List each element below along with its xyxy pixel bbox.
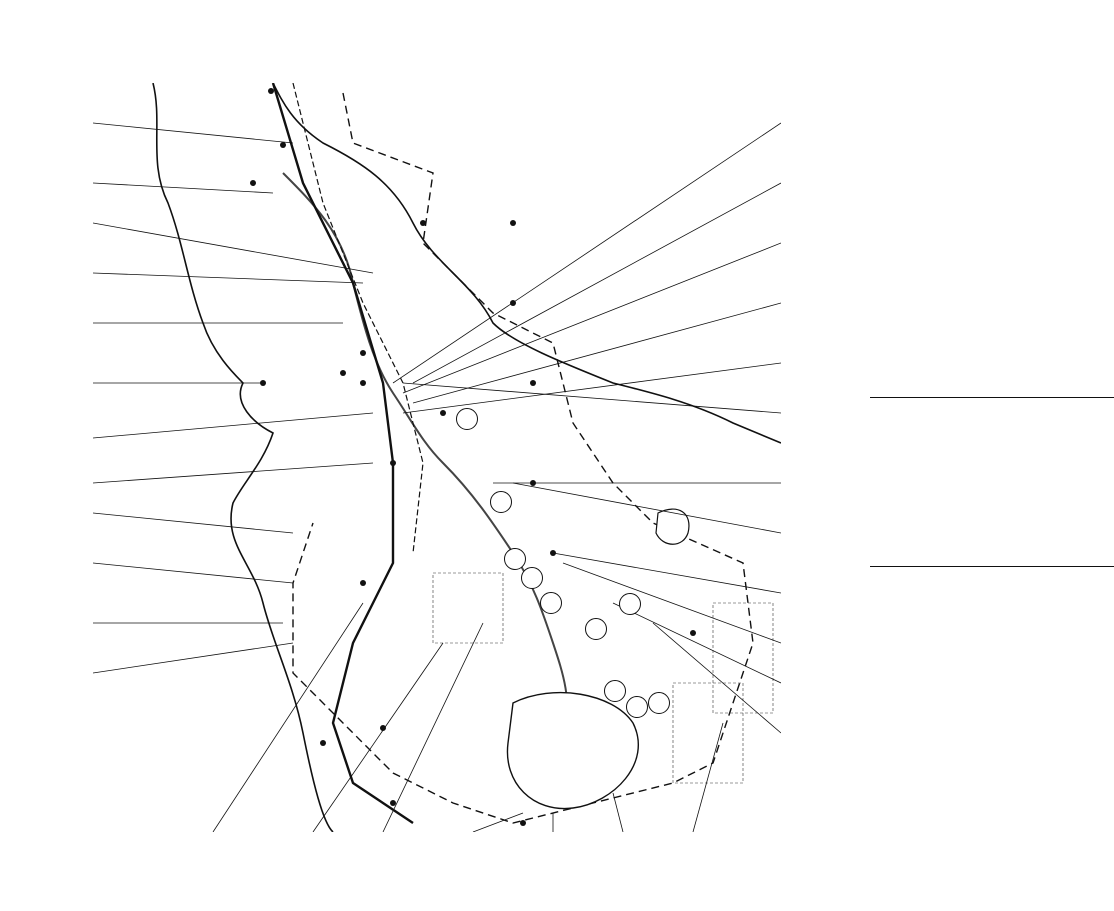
main-highway [273, 83, 413, 823]
hydro-marker [521, 567, 543, 589]
hydro-marker [540, 592, 562, 614]
hydro-marker [648, 692, 670, 714]
bottom-row [183, 832, 770, 900]
basin-map [93, 83, 781, 832]
hydro-list [870, 406, 1114, 506]
left-column [0, 83, 93, 723]
hydro-marker [504, 548, 526, 570]
hydro-panel [870, 397, 1114, 567]
key-list [860, 766, 1114, 876]
map-title [590, 84, 780, 102]
hydro-marker [456, 408, 478, 430]
hydro-marker [619, 593, 641, 615]
hydro-marker [626, 696, 648, 718]
waikato-river [283, 173, 567, 733]
hydro-marker [585, 618, 607, 640]
pointer-lines [93, 123, 781, 832]
hydro-marker [604, 680, 626, 702]
hydro-marker [490, 491, 512, 513]
dispersed-panel [870, 565, 1114, 765]
west-coastline [153, 83, 333, 832]
lake-rotorua [656, 509, 689, 544]
lake-taupo [507, 693, 638, 809]
right-column [781, 83, 870, 783]
top-row [0, 15, 876, 83]
main-railway [293, 83, 423, 553]
city-works-panel [870, 15, 1114, 397]
firth-coast [273, 83, 781, 443]
symbol-key [860, 766, 1114, 906]
